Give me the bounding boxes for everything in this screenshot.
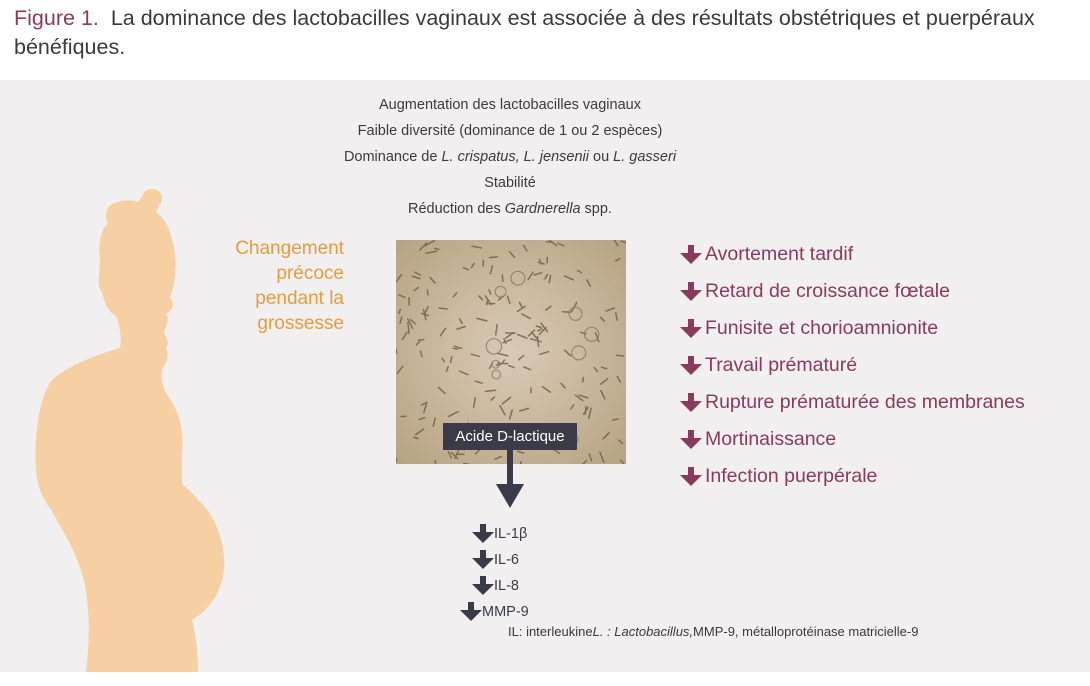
outcome-label: Retard de croissance fœtale <box>705 280 950 302</box>
down-arrow-icon <box>680 356 702 376</box>
d-lactic-acid-label: Acide D-lactique <box>443 423 577 450</box>
outcome-item <box>680 458 1025 495</box>
cytokine-label: IL-1β <box>494 526 528 542</box>
bacillus-rod <box>439 308 447 309</box>
outcomes-list <box>680 236 1025 495</box>
early-change-line: Changement <box>235 238 344 259</box>
outcome-label: Travail prématuré <box>705 354 858 376</box>
outcome-label: Funisite et chorioamnionite <box>705 317 939 339</box>
footnote-interleukin: IL: interleukine <box>508 624 593 639</box>
species-crispatus: L. crispatus, <box>441 149 520 165</box>
outcome-item <box>680 273 1025 310</box>
diagram-panel <box>0 80 1090 672</box>
down-arrow-icon <box>472 576 494 596</box>
characteristic-stability: Stabilité <box>484 175 536 191</box>
outcome-label: Rupture prématurée des membranes <box>705 391 1025 413</box>
cytokine-label: IL-8 <box>494 578 519 594</box>
cytokine-item <box>472 576 519 596</box>
down-arrow-icon <box>680 319 702 339</box>
reduction-prefix: Réduction des <box>408 201 505 217</box>
bacillus-rod <box>453 348 458 349</box>
outcome-item <box>680 310 1025 347</box>
gardnerella-genus: Gardnerella <box>504 201 581 217</box>
footnote-l-abbrev: L. : <box>592 624 611 639</box>
early-change-line: précoce <box>276 263 344 284</box>
figure-label: Figure 1. <box>14 6 99 30</box>
dominance-or: ou <box>593 149 610 165</box>
gardnerella-spp: spp. <box>584 201 612 217</box>
down-arrow-icon <box>472 550 494 570</box>
early-change-line: grossesse <box>257 313 344 334</box>
species-jensenii: L. jensenii <box>523 149 589 165</box>
down-arrow-icon <box>680 393 702 413</box>
figure-caption-text: La dominance des lactobacilles vaginaux est associée à des résultats obstétriques et puerpéraux bénéfiques. <box>14 6 1035 59</box>
bacillus-rod <box>486 301 487 305</box>
characteristic-increase: Augmentation des lactobacilles vaginaux <box>379 97 641 113</box>
cytokine-item <box>472 550 519 570</box>
outcome-item <box>680 421 1025 458</box>
dominance-prefix: Dominance de <box>343 149 442 165</box>
down-arrow-icon <box>680 245 702 265</box>
down-arrow-icon <box>460 602 482 622</box>
down-arrow-icon <box>680 282 702 302</box>
down-arrow-icon <box>680 430 702 450</box>
down-arrow-icon <box>472 524 494 544</box>
bacillus-rod <box>583 378 584 382</box>
bacillus-rod <box>396 349 397 353</box>
pregnant-woman-silhouette <box>0 80 240 672</box>
characteristic-low-diversity: Faible diversité (dominance de 1 ou 2 espèces) <box>357 123 663 139</box>
early-change-line: pendant la <box>255 288 344 309</box>
bacillus-rod <box>414 437 418 438</box>
lactobacilli-characteristics <box>280 92 740 222</box>
outcome-label: Mortinaissance <box>705 428 837 450</box>
characteristic-dominance <box>280 144 740 170</box>
down-arrow-icon <box>680 467 702 487</box>
species-gasseri: L. gasseri <box>613 149 677 165</box>
footnote-lactobacillus: Lactobacillus, <box>614 624 694 639</box>
bacillus-rod <box>435 461 436 464</box>
outcome-item <box>680 384 1025 421</box>
footnote <box>508 624 918 639</box>
outcome-label: Avortement tardif <box>705 243 854 265</box>
cytokine-label: MMP-9 <box>482 604 529 620</box>
cytokine-item <box>472 524 527 544</box>
footnote-mmp: MMP-9, métalloprotéinase matricielle-9 <box>693 624 919 639</box>
bacillus-rod <box>427 290 428 295</box>
cytokine-item <box>460 602 529 622</box>
bacillus-rod <box>489 257 497 258</box>
early-change-label <box>194 236 344 336</box>
characteristic-gardnerella <box>280 196 740 222</box>
outcome-item <box>680 236 1025 273</box>
down-arrow-icon <box>490 448 530 510</box>
outcome-item <box>680 347 1025 384</box>
bacillus-rod <box>419 340 424 341</box>
cytokine-label: IL-6 <box>494 552 519 568</box>
bacillus-rod <box>617 355 624 356</box>
outcome-label: Infection puerpérale <box>705 465 878 487</box>
bacillus-rod <box>435 248 439 249</box>
figure-caption <box>14 4 1074 62</box>
